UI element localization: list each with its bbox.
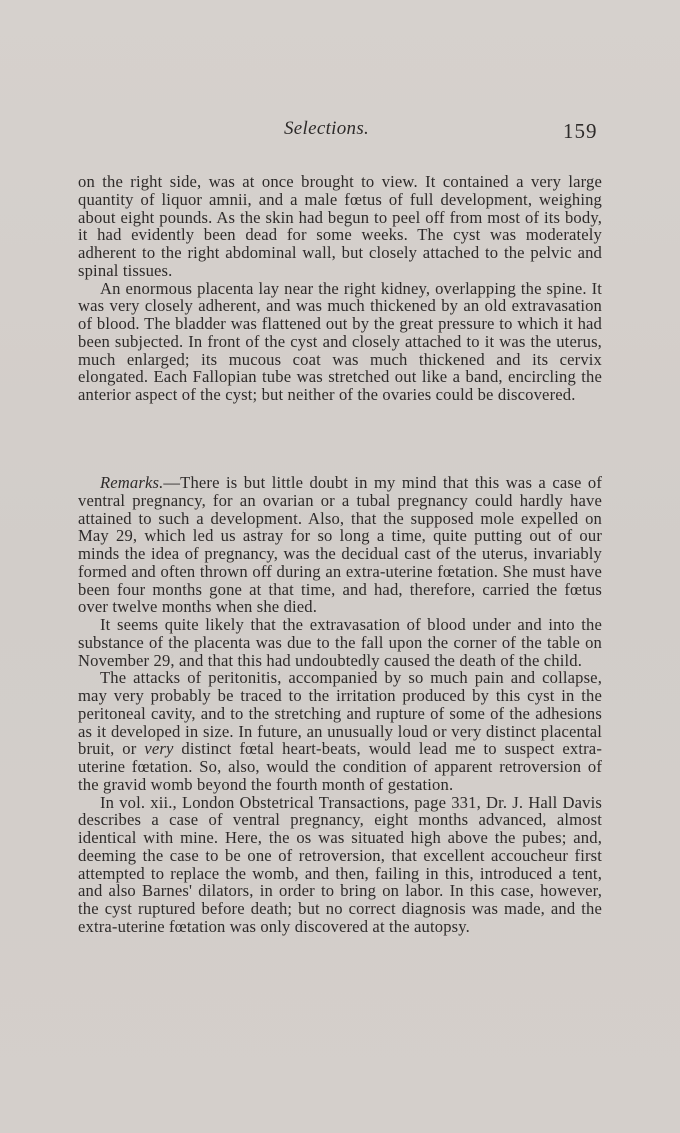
case-description-section	[78, 173, 602, 404]
page-header	[0, 118, 680, 148]
paragraph-hall-davis: In vol. xii., London Obstetrical Transactions, page 331, Dr. J. Hall Davis describes a case of ventral pregnancy, eight months advanced, almost identical with mine. Here, the os was situated high above the pubes; and, deeming the case to be one of retroversion, that excellent accoucheur first attempted to replace the womb, and then, failing in this, introduced a tent, and also Barnes' dilators, in order to bring on labor. In this case, however, the cyst ruptured before death; but no correct diagnosis was made, and the extra-uterine fœtation was only discovered at the autopsy.	[78, 792, 602, 936]
peritonitis-text-b: distinct fœtal heart-beats, would lead me to suspect extra-uterine fœtation. So, also, would the condition of apparent retroversion of the gravid womb beyond the fourth month of gestation.	[78, 739, 603, 794]
running-title: Selections.	[284, 118, 370, 139]
paragraph-remarks	[78, 474, 602, 616]
remarks-section	[78, 474, 602, 936]
paragraph-continuation: on the right side, was at once brought to view. It contained a very large quantity of liquor amnii, and a male fœtus of full development, weighing about eight pounds. As the skin had begun to peel off from most of its body, it had evidently been dead for some weeks. The cyst was moderately adherent to the right abdominal wall, but closely attached to the pelvic and spinal tissues.	[78, 172, 602, 280]
remarks-label: Remarks.	[100, 473, 164, 492]
page-number: 159	[563, 119, 598, 143]
remarks-text: —There is but little doubt in my mind that this was a case of ventral pregnancy, for an ovarian or a tubal pregnancy could hardly have attained to such a development. Also, that the supposed mole expelled on May 29, which led us astray for so long a time, quite putting out of our minds the idea of pregnancy, was the decidual cast of the uterus, invariably formed and often thrown off during an extra-uterine fœtation. She must have been four months gone at that time, and had, therefore, carried the fœtus over twelve months when she died.	[78, 473, 602, 617]
paragraph-extravasation: It seems quite likely that the extravasation of blood under and into the substance of the placenta was due to the fall upon the corner of the table on November 29, and that this had undoubtedly caused the death of the child.	[78, 615, 602, 670]
paragraph-placenta: An enormous placenta lay near the right kidney, overlapping the spine. It was very closely adherent, and was much thickened by an old extravasation of blood. The bladder was flattened out by the great pressure to which it had been subjected. In front of the cyst and closely attached to it was the uterus, much enlarged; its mucous coat was much thickened and its cervix elongated. Each Fallopian tube was stretched out like a band, encircling the anterior aspect of the cyst; but neither of the ovaries could be discovered.	[78, 278, 602, 404]
emphasis-very: very	[144, 739, 174, 759]
paragraph-peritonitis	[78, 669, 602, 793]
peritonitis-text-a: The attacks of peritonitis, accompanied by so much pain and collapse, may very probably be traced to the irritation produced by this cyst in the peritoneal cavity, and to the stretching and rupture of some of the adhesions as it developed in size. In future, an unusually loud or very distinct placental bruit, or	[78, 668, 602, 759]
